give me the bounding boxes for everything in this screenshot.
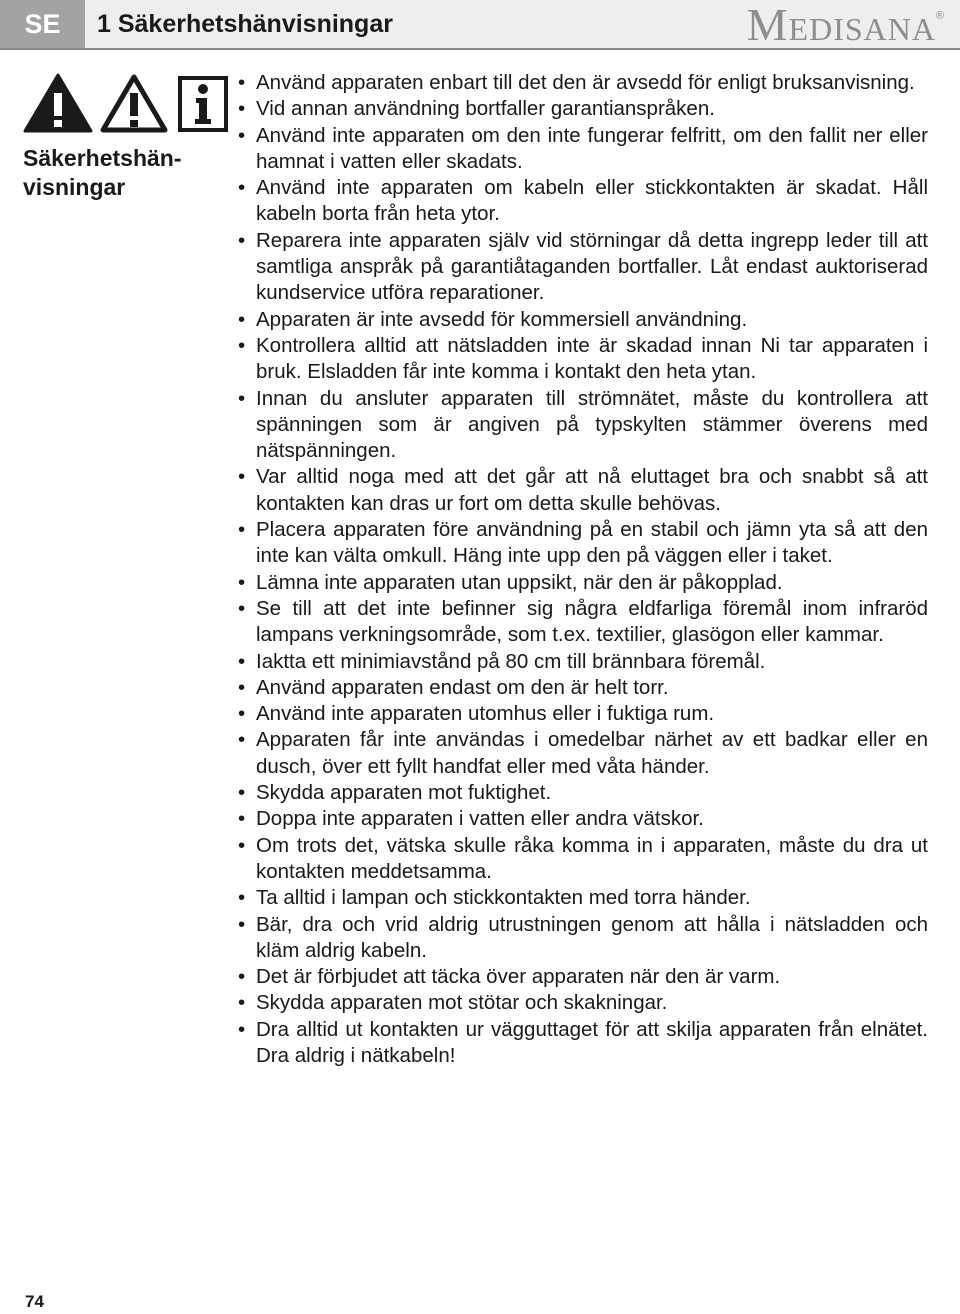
list-item: • Innan du ansluter apparaten till strömnätet, måste du kontrollera att spänningen som är angiven på typskylten stämmer överens med nätspänningen. xyxy=(238,386,928,465)
sidebar-label xyxy=(23,144,223,202)
section-title: 1 Säkerhetshänvisningar xyxy=(97,10,393,38)
registered-mark: ® xyxy=(935,10,944,22)
list-item: • Vid annan användning bortfaller garantianspråken. xyxy=(238,96,928,122)
list-item: • Iaktta ett minimiavstånd på 80 cm till brännbara föremål. xyxy=(238,649,928,675)
list-item: • Doppa inte apparaten i vatten eller andra vätskor. xyxy=(238,806,928,832)
header-bar xyxy=(0,0,960,50)
list-item: • Det är förbjudet att täcka över apparaten när den är varm. xyxy=(238,964,928,990)
language-tab: SE xyxy=(0,0,85,48)
list-item: • Placera apparaten före användning på en stabil och jämn yta så att den inte kan välta omkull. Häng inte upp den på väggen eller i taket. xyxy=(238,517,928,570)
list-item: • Använd inte apparaten om kabeln eller stickkontakten är skadat. Håll kabeln borta från heta ytor. xyxy=(238,175,928,228)
safety-instructions xyxy=(238,70,928,1069)
list-item: • Lämna inte apparaten utan uppsikt, när den är påkopplad. xyxy=(238,570,928,596)
warning-filled-icon xyxy=(23,72,93,134)
safety-icons xyxy=(23,72,229,134)
list-item: • Reparera inte apparaten själv vid störningar då detta ingrepp leder till att samtliga anspråk på garantiåtaganden bortfaller. Låt endast auktoriserad kundservice utföra reparationer. xyxy=(238,228,928,307)
list-item: • Apparaten får inte användas i omedelbar närhet av ett badkar eller en dusch, över ett fyllt handfat eller med våta händer. xyxy=(238,727,928,780)
list-item: • Använd apparaten enbart till det den är avsedd för enligt bruksanvisning. xyxy=(238,70,928,96)
list-item: • Om trots det, vätska skulle råka komma in i apparaten, måste du dra ut kontakten meddetsamma. xyxy=(238,833,928,886)
list-item: • Bär, dra och vrid aldrig utrustningen genom att hålla i nätsladden och kläm aldrig kabeln. xyxy=(238,912,928,965)
info-icon xyxy=(177,72,229,134)
list-item: • Kontrollera alltid att nätsladden inte är skadad innan Ni tar apparaten i bruk. Elsladden får inte komma i kontakt den heta ytan. xyxy=(238,333,928,386)
sidebar-label-line-1: Säkerhetshän- xyxy=(23,145,182,171)
list-item: • Var alltid noga med att det går att nå eluttaget bra och snabbt så att kontakten kan dras ur fort om detta skulle behövas. xyxy=(238,464,928,517)
list-item: • Använd inte apparaten utomhus eller i fuktiga rum. xyxy=(238,701,928,727)
list-item: • Använd apparaten endast om den är helt torr. xyxy=(238,675,928,701)
list-item: • Apparaten är inte avsedd för kommersiell användning. xyxy=(238,307,928,333)
warning-outline-icon xyxy=(99,72,169,134)
sidebar-label-line-2: visningar xyxy=(23,174,126,200)
list-item: • Dra alltid ut kontakten ur vägguttaget för att skilja apparaten från elnätet. Dra aldrig i nätkabeln! xyxy=(238,1017,928,1070)
list-item: • Ta alltid i lampan och stickkontakten med torra händer. xyxy=(238,885,928,911)
list-item: • Skydda apparaten mot stötar och skakningar. xyxy=(238,990,928,1016)
list-item: • Använd inte apparaten om den inte fungerar felfritt, om den fallit ner eller hamnat i vatten eller skadats. xyxy=(238,123,928,176)
instruction-list xyxy=(238,70,928,1069)
list-item: • Skydda apparaten mot fuktighet. xyxy=(238,780,928,806)
brand-logo: Medisana xyxy=(746,0,936,50)
list-item: • Se till att det inte befinner sig några eldfarliga föremål inom infraröd lampans verkningsområde, som t.ex. textilier, glasögon eller kammar. xyxy=(238,596,928,649)
page-number: 74 xyxy=(25,1292,44,1311)
